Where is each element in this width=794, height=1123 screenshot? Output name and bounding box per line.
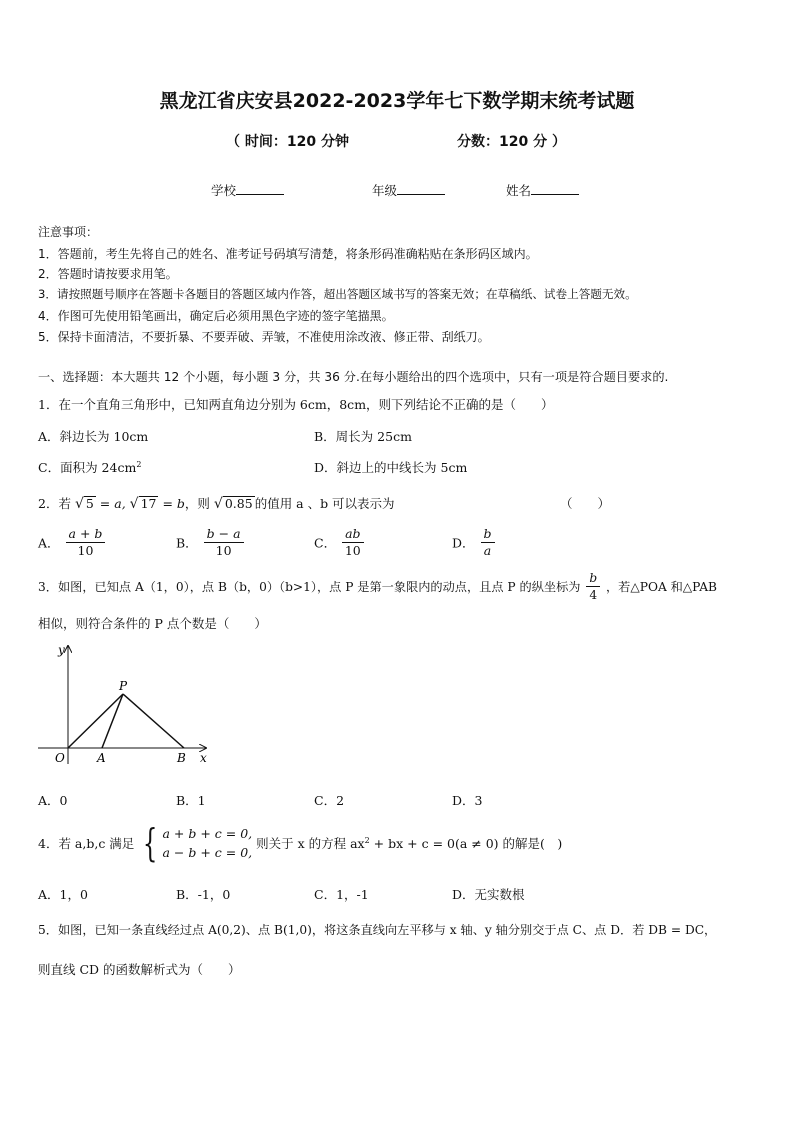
question-2-stem: 2．若 √ 5 = a, √ 17 = b，则 √ 0.85 的值用 a 、b 可以表示为 <box>38 496 395 512</box>
q2-option-d[interactable]: D． $\frac{b}{a}$ <box>452 526 497 559</box>
section-heading: 一、选择题：本大题共 12 个小题，每小题 3 分，共 36 分.在每小题给出的四个选项中，只有一项是符合题目要求的. <box>38 370 669 384</box>
q1-option-a[interactable]: A．斜边长为 10cm <box>38 429 149 444</box>
notice-item: 1．答题前，考生先将自己的姓名、准考证号码填写清楚，将条形码准确粘贴在条形码区域内。 <box>38 247 538 261</box>
school-blank[interactable] <box>236 182 284 195</box>
segment-ap <box>102 694 123 748</box>
q2-answer-paren: （ ） <box>560 496 611 511</box>
question-4-stem: 4．若 a,b,c 满足 { a + b + c = 0, a − b + c = 0, 则关于 x 的方程 $ax^2$ + bx + c = 0(a ≠ 0) 的解是( ) <box>38 821 563 865</box>
segment-op <box>68 694 123 748</box>
point-p-label: P <box>119 679 128 693</box>
notice-heading: 注意事项： <box>38 225 99 239</box>
q4-option-b[interactable]: B．-1，0 <box>176 887 231 902</box>
q2-option-c[interactable]: C． $\frac{ab}{10}$ <box>314 526 366 559</box>
notice-item: 5．保持卡面清洁，不要折暴、不要弄破、弄皱，不准使用涂改液、修正带、刮纸刀。 <box>38 330 490 344</box>
grade-label: 年级 <box>372 183 398 198</box>
point-b-label: B <box>177 751 186 765</box>
q4-option-d[interactable]: D．无实数根 <box>452 887 525 902</box>
q1-option-b[interactable]: B．周长为 25cm <box>314 429 412 444</box>
school-label: 学校 <box>211 183 237 198</box>
grade-blank[interactable] <box>397 182 445 195</box>
q2-option-a[interactable]: A． $\frac{a + b}{10}$ <box>38 526 107 559</box>
q4-option-a[interactable]: A．1，0 <box>38 887 88 902</box>
q3-option-c[interactable]: C．2 <box>314 793 345 808</box>
name-label: 姓名 <box>506 183 532 198</box>
question-1-stem: 1．在一个直角三角形中，已知两直角边分别为 6cm，8cm，则下列结论不正确的是（ ） <box>38 397 554 412</box>
q4-option-c[interactable]: C．1，-1 <box>314 887 369 902</box>
q1-option-d[interactable]: D．斜边上的中线长为 5cm <box>314 460 468 475</box>
q3-option-d[interactable]: D．3 <box>452 793 483 808</box>
exam-title: 黑龙江省庆安县2022-2023学年七下数学期末统考试题 <box>159 90 635 112</box>
exam-score: 分数：120 分 ） <box>457 134 566 150</box>
question-5-stem: 5．如图，已知一条直线经过点 A(0,2)、点 B(1,0)，将这条直线向左平移与 x 轴、y 轴分别交于点 C、点 D．若 DB = DC， <box>38 923 717 937</box>
question-3-stem: 3．如图，已知点 A（1，0），点 B（b，0）（b>1），点 P 是第一象限内的动点，且点 P 的纵坐标为 $\frac{b}{4}$ ，若△POA 和△PAB <box>38 571 718 602</box>
segment-pb <box>123 694 184 748</box>
school-field <box>211 181 284 199</box>
y-label: y <box>58 643 65 657</box>
name-field <box>506 181 579 199</box>
grade-field <box>372 181 445 199</box>
origin-label: O <box>55 751 65 765</box>
q3-figure <box>34 640 214 770</box>
notice-item: 3．请按照题号顺序在答题卡各题目的答题区域内作答，超出答题区域书写的答案无效；在草稿纸、试卷上答题无效。 <box>38 287 637 301</box>
exam-time: （ 时间：120 分钟 <box>226 134 349 150</box>
name-blank[interactable] <box>531 182 579 195</box>
point-a-label: A <box>97 751 106 765</box>
question-5-stem-cont: 则直线 CD 的函数解析式为（ ） <box>38 962 241 977</box>
x-label: x <box>200 751 207 765</box>
q3-option-a[interactable]: A．0 <box>38 793 68 808</box>
question-3-stem-cont: 相似，则符合条件的 P 点个数是（ ） <box>38 616 267 631</box>
q2-option-b[interactable]: B． $\frac{b - a}{10}$ <box>176 526 246 559</box>
q1-option-c[interactable]: C．面积为 $24cm^2$ <box>38 459 142 475</box>
notice-item: 2．答题时请按要求用笔。 <box>38 267 178 281</box>
notice-item: 4．作图可先使用铅笔画出，确定后必须用黑色字迹的签字笔描黑。 <box>38 309 394 323</box>
q3-option-b[interactable]: B．1 <box>176 793 206 808</box>
